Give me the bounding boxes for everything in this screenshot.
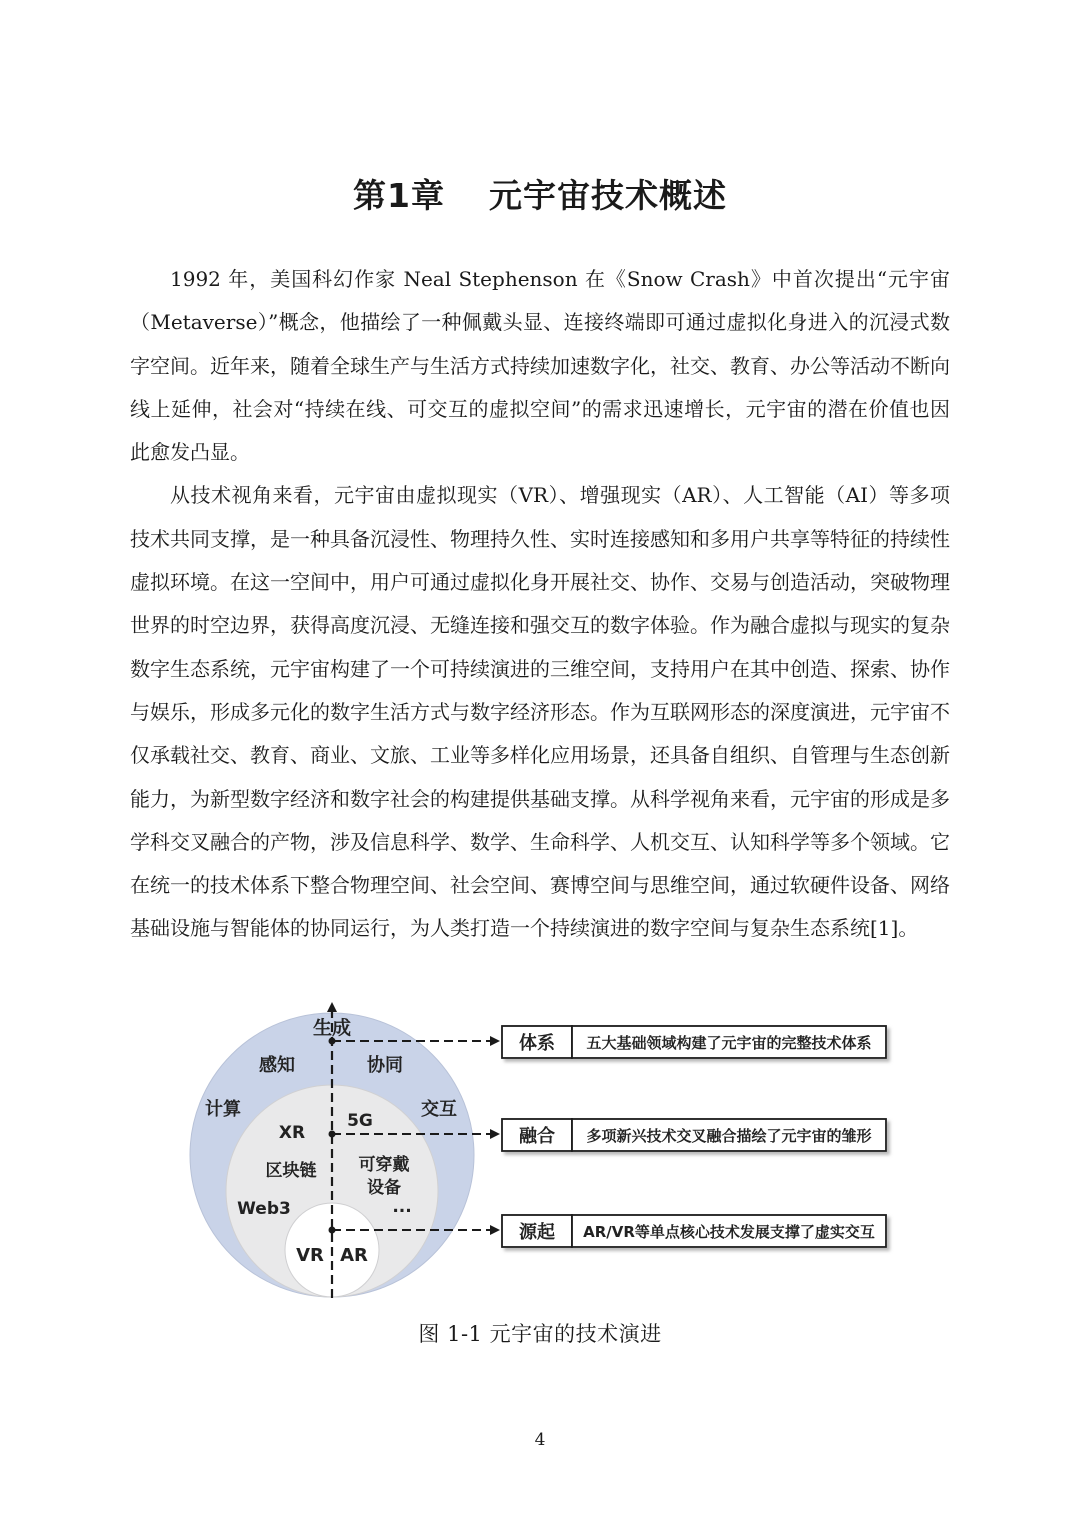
figure-diagram	[180, 988, 900, 1306]
outer-label-left: 计算	[205, 1099, 241, 1120]
chapter-title: 元宇宙技术概述	[488, 176, 727, 215]
stage-name: 体系	[519, 1033, 555, 1054]
page-number: 4	[534, 1430, 546, 1450]
middle-label-xr: XR	[278, 1123, 306, 1143]
stage-name: 融合	[519, 1126, 555, 1147]
figure-caption: 图 1-1 元宇宙的技术演进	[418, 1322, 662, 1346]
paragraph: 1992 年，美国科幻作家 Neal Stephenson 在《Snow Crash》中首次提出“元宇宙（Metaverse）”概念，他描绘了一种佩戴头显、连接终端即可通过虚拟化身进入的沉浸式数字空间。近年来，随着全球生产与生活方式持续加速数字化，社交、教育、办公等活动不断向线上延伸，社会对“持续在线、可交互的虚拟空间”的需求迅速增长，元宇宙的潜在价值也因此愈发凸显。	[130, 267, 950, 465]
stage-description: AR/VR等单点核心技术发展支撑了虚实交互	[583, 1223, 875, 1241]
outer-label-upper-left: 感知	[259, 1055, 295, 1076]
metaverse-tech-evolution-figure	[180, 988, 900, 1306]
middle-label-more: ...	[392, 1197, 412, 1217]
page-title	[0, 170, 1080, 217]
middle-label-wearable-1: 可穿戴	[358, 1155, 410, 1175]
outer-label-upper-right: 协同	[367, 1055, 403, 1076]
stage-description: 五大基础领域构建了元宇宙的完整技术体系	[586, 1034, 872, 1052]
inner-label-vr: VR	[296, 1245, 324, 1266]
middle-label-wearable-2: 设备	[367, 1178, 401, 1198]
stage-description: 多项新兴技术交叉融合描绘了元宇宙的雏形	[586, 1127, 872, 1145]
body-text	[130, 258, 950, 951]
middle-label-web3: Web3	[237, 1199, 291, 1219]
paragraph: 从技术视角来看，元宇宙由虚拟现实（VR）、增强现实（AR）、人工智能（AI）等多项技术共同支撑，是一种具备沉浸性、物理持久性、实时连接感知和多用户共享等特征的持续性虚拟环境。在这一空间中，用户可通过虚拟化身开展社交、协作、交易与创造活动，突破物理世界的时空边界，获得高度沉浸、无缝连接和强交互的数字体验。作为融合虚拟与现实的复杂数字生态系统，元宇宙构建了一个可持续演进的三维空间，支持用户在其中创造、探索、协作与娱乐，形成多元化的数字生活方式与数字经济形态。作为互联网形态的深度演进，元宇宙不仅承载社交、教育、商业、文旅、工业等多样化应用场景，还具备自组织、自管理与生态创新能力，为新型数字经济和数字社会的构建提供基础支撑。从科学视角来看，元宇宙的形成是多学科交叉融合的产物，涉及信息科学、数学、生命科学、人机交互、认知科学等多个领域。它在统一的技术体系下整合物理空间、社会空间、赛博空间与思维空间，通过软硬件设备、网络基础设施与智能体的协同运行，为人类打造一个持续演进的数字空间与复杂生态系统[1]。	[130, 483, 950, 941]
inner-label-ar: AR	[340, 1245, 368, 1266]
middle-label-blockchain: 区块链	[265, 1161, 317, 1181]
connector-dot	[329, 1131, 336, 1138]
outer-label-top: 生成	[312, 1017, 352, 1039]
outer-label-right: 交互	[421, 1099, 457, 1120]
chapter-number: 第1章	[353, 176, 445, 215]
connector-dot	[329, 1227, 336, 1234]
middle-label-5g: 5G	[347, 1111, 373, 1131]
stage-name: 源起	[519, 1222, 555, 1243]
